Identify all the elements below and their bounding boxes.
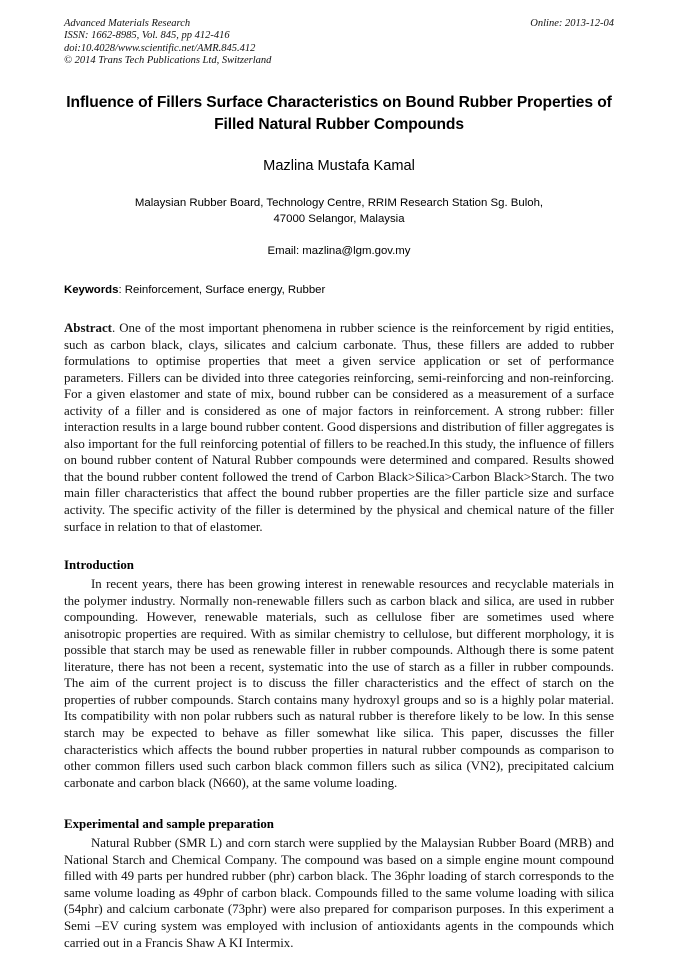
affiliation-line-2: 47000 Selangor, Malaysia bbox=[273, 213, 405, 225]
abstract-paragraph bbox=[64, 320, 614, 535]
abstract-label: Abstract bbox=[64, 321, 112, 335]
masthead bbox=[64, 18, 614, 70]
keywords-line bbox=[64, 283, 614, 298]
section-heading-experimental: Experimental and sample preparation bbox=[64, 817, 274, 832]
doi-line: doi:10.4028/www.scientific.net/AMR.845.412 bbox=[64, 42, 256, 54]
abstract-text: One of the most important phenomena in rubber science is the reinforcement by rigid entities, such as carbon black, clays, silicates and calcium carbonate. Thus, these fillers are added to rubber formulations to optimise properties that meet a given service application or set of performance parameters. Fillers can be divided into three categories reinforcing, semi-reinforcing and non-reinforcing. For a given elastomer and state of mix, bound rubber can be considered as a measurement of a surface activity of a filler and is considered as one of major factors in reinforcement. A strong rubber: filler interaction results in a large bound rubber content. Good dispersions and distribution of filler aggregates is also important for the full reinforcing potential of fillers to be reached.In this study, the influence of fillers on bound rubber content of Natural Rubber compounds were determined and compared. Results showed that the bound rubber content followed the trend of Carbon Black>Silica>Carbon Black>Starch. The two main filler characteristics that affect the bound rubber properties are the filler particle size and surface activity. The specific activity of the filler is determined by the physical and chemical nature of the filler surface in relation to that of elastomer. bbox=[64, 321, 614, 534]
author-email: Email: mazlina@lgm.gov.my bbox=[267, 245, 411, 257]
keywords-label: Keywords bbox=[64, 284, 119, 296]
keywords-value: Reinforcement, Surface energy, Rubber bbox=[124, 284, 326, 296]
journal-identity-block bbox=[64, 18, 449, 68]
journal-title: Advanced Materials Research bbox=[64, 18, 191, 29]
keywords-separator: : bbox=[118, 284, 125, 296]
affiliation-line-1: Malaysian Rubber Board, Technology Centre, RRIM Research Station Sg. Buloh, bbox=[134, 197, 544, 209]
page-title: Influence of Fillers Surface Characteristics on Bound Rubber Properties of Filled Natural Rubber Compounds bbox=[66, 94, 612, 133]
section-paragraph-experimental: Natural Rubber (SMR L) and corn starch were supplied by the Malaysian Rubber Board (MRB) and National Starch and Chemical Company. The compound was based on a simple engine mount compound filled with 49 parts per hundred rubber (phr) carbon black. The 36phr loading of starch corresponds to the same volume loading as 49phr of carbon black. Compounds filled to the same volume loading with silica (54phr) and calcium carbonate (73phr) were also prepared for comparison purposes. In this experiment a Semi –EV curing system was employed with inclusion of antioxidants agents in the compounds which carried out in a Francis Shaw A KI Intermix. bbox=[64, 836, 614, 950]
online-publication-date: Online: 2013-12-04 bbox=[530, 18, 614, 29]
section-heading-introduction: Introduction bbox=[64, 558, 134, 573]
author-name: Mazlina Mustafa Kamal bbox=[263, 158, 415, 174]
copyright-line: © 2014 Trans Tech Publications Ltd, Switzerland bbox=[64, 55, 272, 67]
author-affiliation bbox=[64, 195, 614, 227]
abstract-separator: . bbox=[111, 321, 120, 335]
section-paragraph-introduction: In recent years, there has been growing interest in renewable resources and recyclable materials in the polymer industry. Normally non-renewable fillers such as carbon black and silica, are used in rubber compounding. However, renewable materials, such as cellulose fiber are sometimes used where anisotropic properties are required. With as similar chemistry to cellulose, but different morphology, it is possible that starch may be used as renewable filler in rubber compounds. Although there is some patent literature, there has not been a recent, systematic into the use of starch as a filler in rubber compounds. The aim of the current project is to discuss the filler characteristics and the effect of starch on the properties of rubber compounds. Starch contains many hydroxyl groups and so is a highly polar material. Its compatibility with non polar rubbers such as natural rubber is therefore likely to be low. In this sense starch may be expected to behave as filler somewhat like silica. This paper, discusses the filler characteristics which affects the bound rubber properties in natural rubber compounds as comparison to other common fillers used such carbon black common fillers such as silica (VN2), precipitated calcium carbonate and carbon black (N660), at the same volume loading. bbox=[64, 577, 614, 790]
issn-volume-pages: ISSN: 1662-8985, Vol. 845, pp 412-416 bbox=[64, 30, 230, 42]
